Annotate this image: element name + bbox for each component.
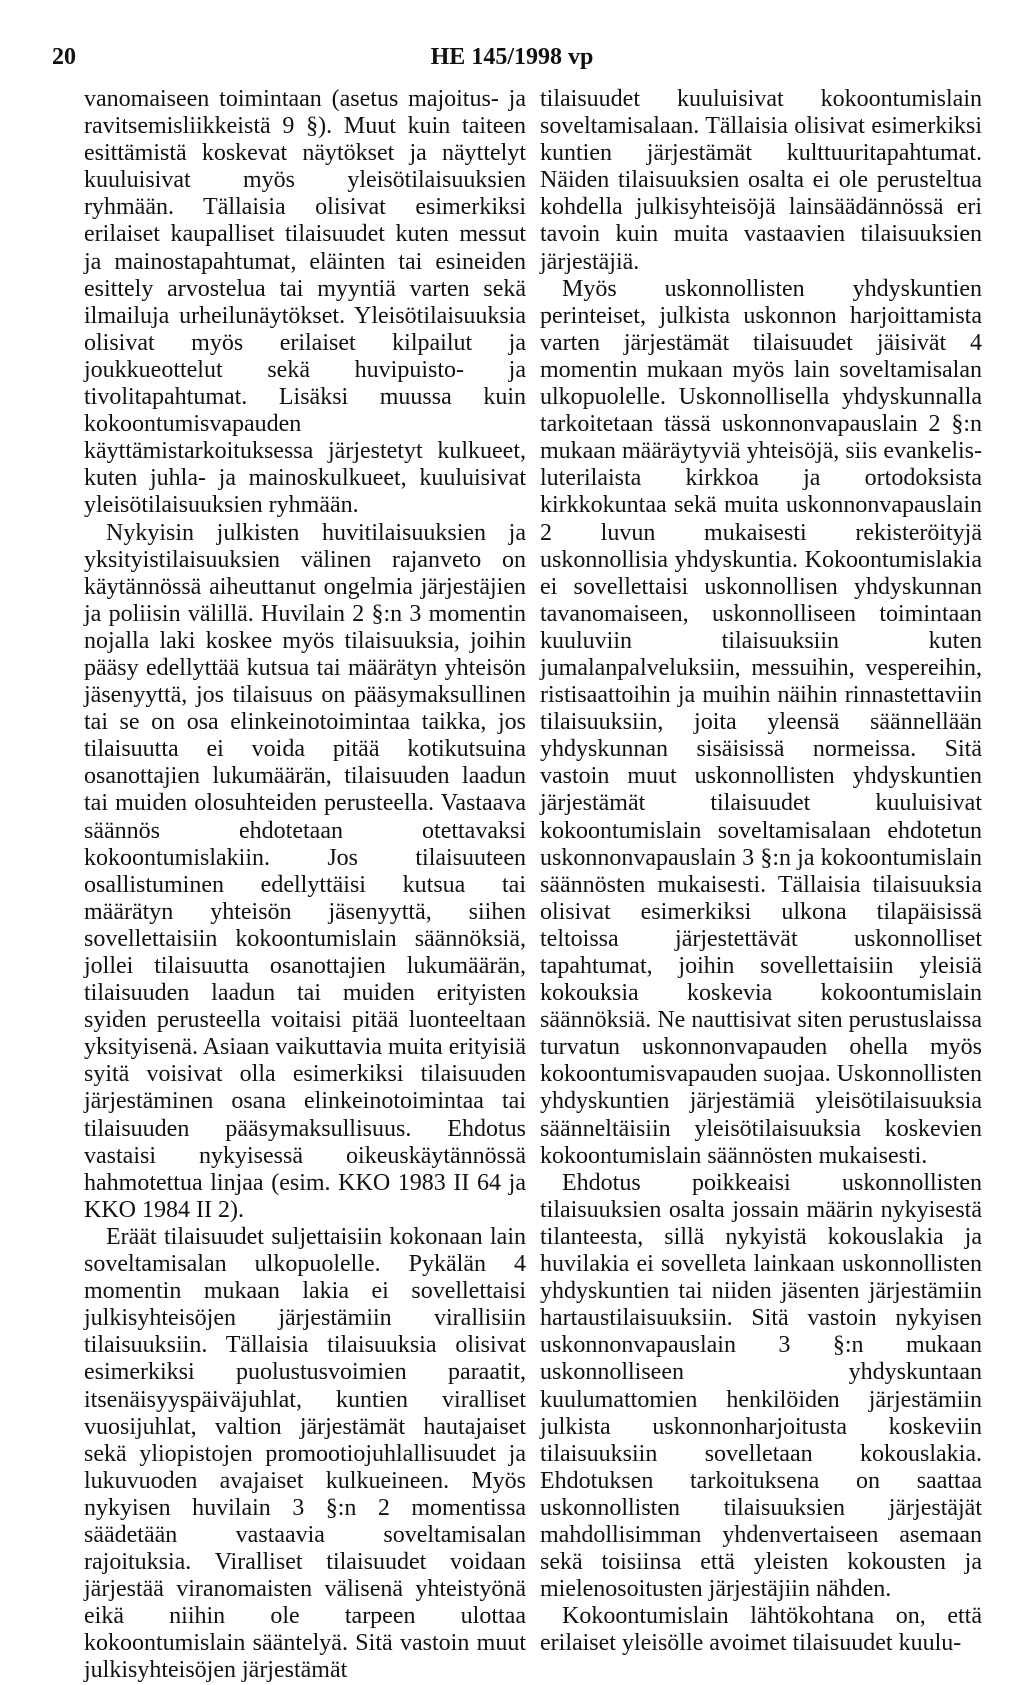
paragraph: vanomaiseen toimintaan (asetus majoitus- ja ravitsemisliikkeistä 9 §). Muut kuin taiteen esittämistä koskevat näytökset ja näyttelyt kuuluisivat myös yleisötilaisuuksien ryhmään. Tällaisia olisivat esimerkiksi erilaiset kaupalliset tilaisuudet kuten messut ja mainostapahtumat, eläinten tai esineiden esittely arvostelua tai myyntiä varten sekä ilmailuja urheilunäytökset. Yleisötilaisuuksia olisivat myös erilaiset kilpailut ja joukkueottelut sekä huvipuisto- ja tivolitapahtumat. Lisäksi muussa kuin kokoontumisvapauden käyttämistarkoituksessa järjestetyt kulkueet, kuten juhla- ja mainoskulkueet, kuuluisivat yleisötilaisuuksien ryhmään. xyxy=(84,86,526,519)
page-number: 20 xyxy=(52,44,76,70)
paragraph: Nykyisin julkisten huvitilaisuuksien ja yksityistilaisuuksien välinen rajanveto on käytännössä aiheuttanut ongelmia järjestäjien ja poliisin välillä. Huvilain 2 §:n 3 momentin nojalla laki koskee myös tilaisuuksia, joihin pääsy edellyttää kutsua tai määrätyn yhteisön jäsenyyttä, jos tilaisuus on pääsymaksullinen tai se on osa elinkeinotoimintaa taikka, jos tilaisuutta ei voida pitää kotikutsuina osanottajien lukumäärän, tilaisuuden laadun tai muiden olosuhteiden perusteella. Vastaava säännös ehdotetaan otettavaksi kokoontumislakiin. Jos tilaisuuteen osallistuminen edellyttäisi kutsua tai määrätyn yhteisön jäsenyyttä, siihen sovellettaisiin kokoontumislain säännöksiä, jollei tilaisuutta osanottajien lukumäärän, tilaisuuden laadun tai muiden erityisten syiden perusteella voitaisi pitää luonteeltaan yksityisenä. Asiaan vaikuttavia muita erityisiä syitä voisivat olla esimerkiksi tilaisuuden järjestäminen osana elinkeinotoimintaa tai tilaisuuden pääsymaksullisuus. Ehdotus vastaisi nykyisessä oikeuskäytännössä hahmotettua linjaa (esim. KKO 1983 II 64 ja KKO 1984 II 2). xyxy=(84,519,526,1223)
paragraph: Kokoontumislain lähtökohtana on, että erilaiset yleisölle avoimet tilaisuudet kuulu- xyxy=(540,1603,982,1657)
left-column xyxy=(84,86,526,1685)
paragraph: Eräät tilaisuudet suljettaisiin kokonaan lain soveltamisalan ulkopuolelle. Pykälän 4 momentin mukaan lakia ei sovellettaisi julkisyhteisöjen järjestämiin virallisiin tilaisuuksiin. Tällaisia tilaisuuksia olisivat esimerkiksi puolustusvoimien paraatit, itsenäisyyspäiväjuhlat, kuntien viralliset vuosijuhlat, valtion järjestämät hautajaiset sekä yliopistojen promootiojuhlallisuudet ja lukuvuoden avajaiset kulkueineen. Myös nykyisen huvilain 3 §:n 2 momentissa säädetään vastaavia soveltamisalan rajoituksia. Viralliset tilaisuudet voidaan järjestää viranomaisten välisenä yhteistyönä eikä niihin ole tarpeen ulottaa kokoontumislain sääntelyä. Sitä vastoin muut julkisyhteisöjen järjestämät xyxy=(84,1223,526,1684)
paragraph: Ehdotus poikkeaisi uskonnollisten tilaisuuksien osalta jossain määrin nykyisestä tilanteesta, sillä nykyistä kokouslakia ja huvilakia ei sovelleta lainkaan uskonnollisten yhdyskuntien tai niiden jäsenten järjestämiin hartaustilaisuuksiin. Sitä vastoin nykyisen uskonnonvapauslain 3 §:n mukaan uskonnolliseen yhdyskuntaan kuulumattomien henkilöiden järjestämiin julkista uskonnonharjoitusta koskeviin tilaisuuksiin sovelletaan kokouslakia. Ehdotuksen tarkoituksena on saattaa uskonnollisten tilaisuuksien järjestäjät mahdollisimman yhdenvertaiseen asemaan sekä toisiinsa että yleisten kokousten ja mielenosoitusten järjestäjiin nähden. xyxy=(540,1169,982,1603)
document-id: HE 145/1998 vp xyxy=(430,44,594,70)
right-column xyxy=(540,86,982,1657)
paragraph: tilaisuudet kuuluisivat kokoontumislain soveltamisalaan. Tällaisia olisivat esimerkiksi kuntien järjestämät kulttuuritapahtumat. Näiden tilaisuuksien osalta ei ole perusteltua kohdella julkisyhteisöjä lainsäädännössä eri tavoin kuin muita vastaavien tilaisuuksien järjestäjiä. xyxy=(540,86,982,275)
page-header xyxy=(0,44,1024,74)
paragraph: Myös uskonnollisten yhdyskuntien perinteiset, julkista uskonnon harjoittamista varten järjestämät tilaisuudet jäisivät 4 momentin mukaan myös lain soveltamisalan ulkopuolelle. Uskonnollisella yhdyskunnalla tarkoitetaan tässä uskonnonvapauslain 2 §:n mukaan määräytyviä yhteisöjä, siis evankelis-luterilaista kirkkoa ja ortodoksista kirkkokuntaa sekä muita uskonnonvapauslain 2 luvun mukaisesti rekisteröityjä uskonnollisia yhdyskuntia. Kokoontumislakia ei sovellettaisi uskonnollisen yhdyskunnan tavanomaiseen, uskonnolliseen toimintaan kuuluviin tilaisuuksiin kuten jumalanpalveluksiin, messuihin, vespereihin, ristisaattoihin ja muihin näihin rinnastettaviin tilaisuuksiin, joita yleensä säännellään yhdyskunnan sisäisissä normeissa. Sitä vastoin muut uskonnollisten yhdyskuntien järjestämät tilaisuudet kuuluisivat kokoontumislain soveltamisalaan ehdotetun uskonnonvapauslain 3 §:n ja kokoontumislain säännösten mukaisesti. Tällaisia tilaisuuksia olisivat esimerkiksi ulkona tilapäisissä teltoissa järjestettävät uskonnolliset tapahtumat, joihin sovellettaisiin yleisiä kokouksia koskevia kokoontumislain säännöksiä. Ne nauttisivat siten perustuslaissa turvatun uskonnonvapauden ohella myös kokoontumisvapauden suojaa. Uskonnollisten yhdyskuntien järjestämiä yleisötilaisuuksia säänneltäisiin yleisötilaisuuksia koskevien kokoontumislain säännösten mukaisesti. xyxy=(540,275,982,1169)
